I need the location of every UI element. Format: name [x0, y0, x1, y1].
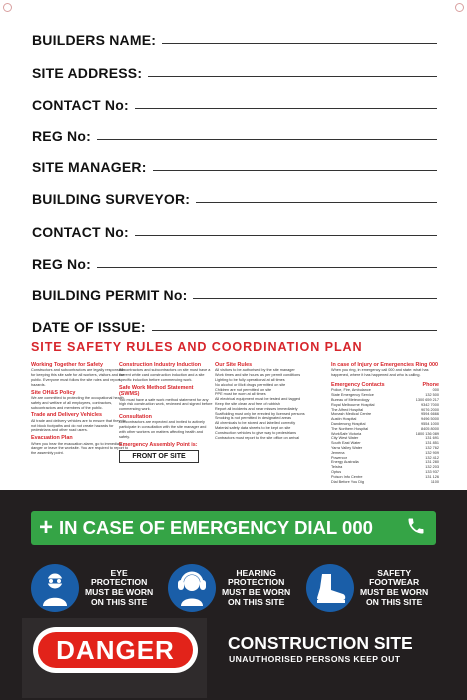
- rule-item: Work times and site hours as per permit conditions: [215, 373, 301, 378]
- ppe-line: MUST BE WORN: [360, 587, 429, 597]
- danger-badge: [33, 627, 198, 673]
- contact-name: WorkSafe Victoria: [331, 431, 362, 436]
- section-text: When you ring, in emergency call 000 and state: what has happened, where it has happened and who is calling.: [331, 368, 429, 378]
- field-label: REG No:: [32, 128, 91, 144]
- section-text: When you hear the evacuation alarm, go to immediate danger or leave the worksite. You are required to report to the assembly point.: [31, 441, 129, 456]
- contact-name: Optus: [331, 469, 342, 474]
- ppe-line: HEARING: [236, 567, 276, 578]
- contact-phone: 131 126: [425, 474, 439, 479]
- contact-phone: 1300 659 217: [415, 398, 439, 402]
- field-label: SITE MANAGER:: [32, 159, 147, 175]
- section-text: All trade and delivery vehicles are to ensure that they do not block footpaths and do not create hazards for pedestrians and other road users.: [31, 418, 126, 433]
- site-manager-field[interactable]: [32, 153, 437, 175]
- section-text: You must have a safe work method statement for any high risk construction work, reviewed and signed before commencing work.: [119, 397, 213, 412]
- contact-phone: 131 691: [425, 436, 439, 441]
- section-text: All contractors and subcontractors on site must have a current white card construction induction and a site specific induction before commencing work.: [119, 368, 211, 382]
- contact-phone: 131 851: [425, 441, 439, 446]
- field-label: REG No:: [32, 256, 91, 272]
- contact-name: Telstra: [331, 465, 343, 470]
- rule-item: Contractors must report to the site office on arrival: [215, 435, 300, 440]
- emergency-banner: [31, 511, 436, 545]
- surveyor-reg-no-field[interactable]: [32, 250, 437, 272]
- section-heading: Trade and Delivery Vehicles: [31, 412, 103, 419]
- field-label: BUILDERS NAME:: [32, 32, 157, 48]
- write-in-line[interactable]: [193, 297, 437, 299]
- phone-column-heading: Phone: [422, 382, 439, 388]
- hearing-protection-notice: [168, 563, 290, 613]
- contact-name: Austin Hospital: [331, 417, 357, 422]
- write-in-line[interactable]: [148, 75, 437, 77]
- plan-column-1: [31, 360, 129, 458]
- contact-name: Jemena: [331, 450, 345, 455]
- contact-phone: 131 280: [425, 460, 439, 465]
- contact-phone: 9554 1000: [421, 421, 439, 426]
- contact-name: The Alfred Hospital: [331, 407, 364, 412]
- contact-row: [331, 480, 439, 485]
- rule-item: Children are not permitted on site: [215, 387, 272, 392]
- keep-out-subtitle: UNAUTHORISED PERSONS KEEP OUT: [229, 654, 401, 664]
- building-surveyor-field[interactable]: [32, 185, 437, 207]
- contact-name: Dial Before You Dig: [331, 479, 364, 484]
- rule-item: All visitors to be authorised by the site manager: [215, 368, 295, 373]
- contact-name: Poison Info Centre: [331, 474, 363, 479]
- contact-no-field[interactable]: [32, 91, 437, 113]
- plan-columns: [31, 360, 441, 482]
- section-heading: In case of Injury or Emergencies Ring 000: [331, 362, 438, 368]
- contact-phone: 9076 2000: [421, 407, 439, 412]
- rule-item: Lighting to be fully operational at all times: [215, 378, 285, 382]
- safety-footwear-notice: [306, 563, 428, 613]
- rule-item: Material safety data sheets to be kept on site: [215, 425, 291, 430]
- contact-phone: 9342 7000: [421, 402, 439, 407]
- safety-footwear-icon: [306, 564, 354, 612]
- field-label: BUILDING SURVEYOR:: [32, 191, 191, 207]
- contacts-header-row: [331, 380, 439, 388]
- write-in-line[interactable]: [162, 42, 437, 44]
- contact-phone: 9594 6666: [421, 412, 439, 417]
- ppe-line: MUST BE WORN: [85, 587, 154, 597]
- ppe-line: SAFETY: [377, 567, 412, 578]
- safety-footwear-glyph: [310, 568, 350, 608]
- contact-phone: 8405 8000: [421, 426, 439, 431]
- rule-item: Construction vehicles to give way to pedestrians: [215, 430, 297, 435]
- contact-name: Police, Fire, Ambulance: [331, 388, 371, 393]
- hearing-protection-glyph: [172, 568, 212, 608]
- rule-item: Report all incidents and near misses immediately: [215, 406, 298, 411]
- write-in-line[interactable]: [97, 138, 437, 140]
- write-in-line[interactable]: [97, 266, 437, 268]
- section-text: Constructors and subcontractors are legally responsible for keeping this site safe for all workers, visitors and the public. Everyone must follow the site rules and report hazards.: [31, 368, 125, 387]
- eye-protection-text: [85, 569, 153, 607]
- contact-phone: 132 762: [425, 445, 439, 450]
- field-label: CONTACT No:: [32, 224, 129, 240]
- contact-phone: 132 500: [425, 393, 439, 398]
- mounting-hole-top-left: [3, 3, 12, 12]
- date-of-issue-field[interactable]: [32, 313, 437, 335]
- rule-item: All chemicals to be stored and labelled correctly: [215, 421, 296, 426]
- section-heading: Evacuation Plan: [31, 435, 73, 442]
- building-permit-no-field[interactable]: [32, 281, 437, 303]
- write-in-line[interactable]: [135, 107, 437, 109]
- field-label: BUILDING PERMIT No:: [32, 287, 188, 303]
- field-label: SITE ADDRESS:: [32, 65, 143, 81]
- plan-column-4: [331, 360, 439, 484]
- contact-phone: 000: [432, 388, 439, 393]
- contact-name: Bureau of Meteorology: [331, 398, 370, 402]
- ppe-line: EYE: [110, 567, 128, 578]
- contact-phone: 1100: [430, 479, 439, 484]
- ppe-line: ON THIS SITE: [227, 596, 285, 607]
- ppe-line: ON THIS SITE: [90, 596, 148, 607]
- contact-name: Powercor: [331, 455, 348, 460]
- rule-item: No alcohol or illicit drugs permitted on site: [215, 382, 286, 387]
- contact-phone: 9496 5000: [421, 417, 439, 422]
- field-label: DATE OF ISSUE:: [32, 319, 146, 335]
- danger-label: DANGER: [38, 632, 193, 668]
- section-heading: Site OH&S Policy: [31, 389, 76, 396]
- surveyor-contact-no-field[interactable]: [32, 218, 437, 240]
- contact-name: South East Water: [331, 441, 361, 446]
- assembly-point-box: FRONT OF SITE: [119, 450, 199, 463]
- contact-name: City West Water: [331, 436, 359, 441]
- contact-name: Monash Medical Centre: [331, 412, 372, 417]
- eye-protection-notice: [31, 563, 153, 613]
- mounting-hole-top-right: [455, 3, 464, 12]
- write-in-line[interactable]: [153, 169, 437, 171]
- hearing-protection-icon: [168, 564, 216, 612]
- section-text: Subcontractors are expected and invited to actively participate in consultation with the site manager and with other workers on matters affecting health and safety.: [119, 420, 207, 439]
- eye-protection-icon: [31, 564, 79, 612]
- ppe-line: ON THIS SITE: [365, 596, 423, 607]
- rule-item: Keep the site clean and free of rubbish: [215, 401, 281, 406]
- emergency-text: IN CASE OF EMERGENCY DIAL 000: [59, 517, 373, 538]
- reg-no-field[interactable]: [32, 122, 437, 144]
- contact-name: Energy Australia: [331, 460, 359, 465]
- section-heading: Safe Work Method Statement (SWMS): [119, 384, 194, 398]
- contact-name: The Northern Hospital: [331, 426, 369, 431]
- contact-phone: 132 412: [425, 455, 439, 460]
- ppe-line: PROTECTION: [227, 577, 285, 588]
- section-heading: Construction Industry Induction: [119, 362, 202, 368]
- rule-item: PPE must be worn at all times: [215, 392, 266, 397]
- plan-column-2: [119, 360, 213, 463]
- hearing-protection-text: [222, 569, 290, 607]
- plan-title: SITE SAFETY RULES AND COORDINATION PLAN: [31, 340, 363, 354]
- ppe-line: PROTECTION: [90, 577, 148, 588]
- construction-site-title: CONSTRUCTION SITE: [228, 633, 413, 653]
- contact-name: Royal Melbourne Hospital: [331, 402, 375, 407]
- write-in-line[interactable]: [152, 329, 437, 331]
- section-heading: Working Together for Safety: [31, 362, 103, 368]
- plan-column-3: [215, 360, 339, 440]
- site-address-field[interactable]: [32, 59, 437, 81]
- rule-item: Smoking is not permitted in designated areas: [215, 416, 291, 421]
- section-heading: Emergency Contacts: [331, 382, 385, 388]
- section-heading: Emergency Assembly Point is:: [119, 441, 198, 448]
- ppe-line: FOOTWEAR: [369, 577, 420, 588]
- contact-name: Dandenong Hospital: [331, 421, 366, 426]
- plus-icon: +: [39, 514, 54, 541]
- write-in-line[interactable]: [135, 234, 437, 236]
- ppe-line: MUST BE WORN: [222, 587, 291, 597]
- field-label: CONTACT No:: [32, 97, 129, 113]
- section-text: We are committed to protecting the occupational health, safety and welfare of all employees, contractors, subcontractors and members of the public.: [31, 396, 125, 410]
- contact-phone: 132 909: [425, 450, 439, 455]
- contact-name: Yarra Valley Water: [331, 445, 363, 450]
- contact-phone: 133 937: [425, 469, 439, 474]
- contact-phone: 1800 136 089: [415, 431, 439, 436]
- phone-icon-glyph: [406, 516, 426, 536]
- contact-phone: 132 203: [425, 465, 439, 470]
- safety-footwear-text: [360, 569, 428, 607]
- section-heading: Consultation: [119, 414, 152, 420]
- section-heading: Our Site Rules: [215, 362, 253, 368]
- rule-item: All electrical equipment must be tested and tagged: [215, 397, 301, 402]
- phone-icon: [406, 516, 426, 541]
- rule-item: Scaffolding must only be erected by licensed persons: [215, 411, 305, 416]
- write-in-line[interactable]: [196, 201, 437, 203]
- contact-name: State Emergency Service: [331, 393, 374, 398]
- eye-protection-glyph: [35, 568, 75, 608]
- builders-name-field[interactable]: [32, 26, 437, 48]
